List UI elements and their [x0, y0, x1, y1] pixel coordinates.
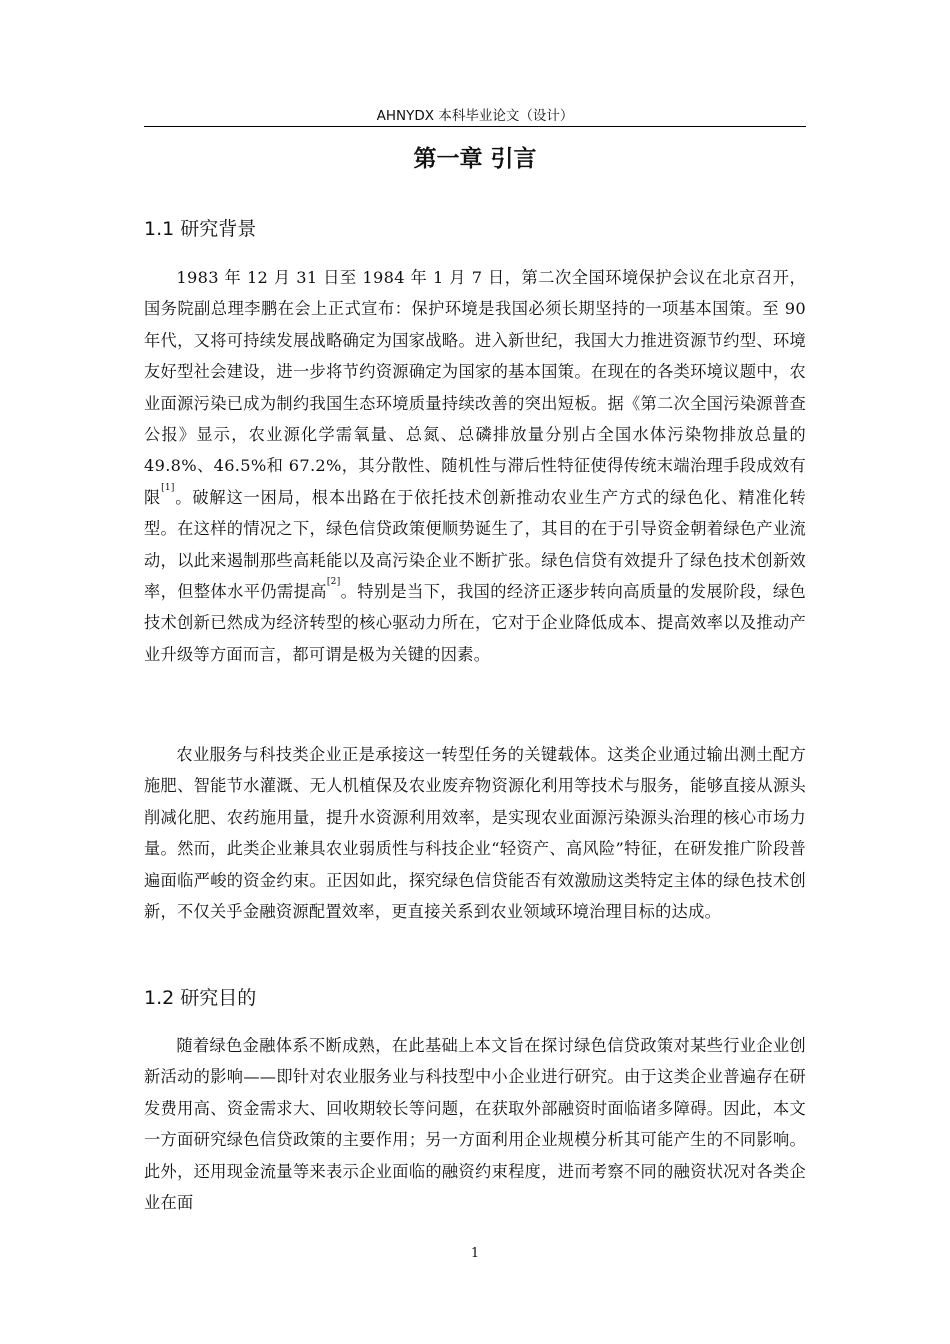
paragraph-text: 。特别是当下，我国的经济正逐步转向高质量的发展阶段，绿色技术创新已然成为经济转型的核心驱动力所在，它对于企业降低成本、提高效率以及推动产业升级等方面而言，都可谓是极为关键的因素。: [144, 582, 806, 664]
paragraph-text: 。破解这一困局，根本出路在于依托技术创新推动农业生产方式的绿色化、精准化转型。在这样的情况之下，绿色信贷政策便顺势诞生了，其目的在于引导资金朝着绿色产业流动，以此来遏制那些高耗能以及高污染企业不断扩张。绿色信贷有效提升了绿色技术创新效率，但整体水平仍需提高: [144, 487, 806, 602]
paragraph-background-2: [144, 739, 806, 927]
running-header: AHNYDX 本科毕业论文（设计）: [376, 108, 574, 124]
chapter-title: 第一章 引言: [413, 146, 537, 172]
paragraph-objective-1: [144, 1030, 806, 1218]
paragraph-text: 农业服务与科技类企业正是承接这一转型任务的关键载体。这类企业通过输出测土配方施肥、智能节水灌溉、无人机植保及农业废弃物资源化利用等技术与服务，能够直接从源头削减化肥、农药施用量，提升水资源利用效率，是实现农业面源污染源头治理的核心市场力量。然而，此类企业兼具农业弱质性与科技企业“轻资产、高风险”特征，在研发推广阶段普遍面临严峻的资金约束。正因如此，探究绿色信贷能否有效激励这类特定主体的绿色技术创新，不仅关乎金融资源配置效率，更直接关系到农业领域环境治理目标的达成。: [144, 745, 806, 922]
section-heading-objective: 1.2 研究目的: [144, 987, 257, 1009]
citation-ref-1[interactable]: [1]: [161, 482, 175, 493]
section-heading-background: 1.1 研究背景: [144, 218, 257, 240]
paragraph-text: 1983 年 12 月 31 日至 1984 年 1 月 7 日，第二次全国环境保护会议在北京召开，国务院副总理李鹏在会上正式宣布：保护环境是我国必须长期坚持的一项基本国策。至 90 年代，又将可持续发展战略确定为国家战略。进入新世纪，我国大力推进资源节约型、环境友好型社会建设，进一步将节约资源确定为国家的基本国策。在现在的各类环境议题中，农业面源污染已成为制约我国生态环境质量持续改善的突出短板。据《第二次全国污染源普查公报》显示，农业源化学需氧量、总氮、总磷排放量分别占全国水体污染物排放总量的 49.8%、46.5%和 67.2%，其分散性、随机性与滞后性特征使得传统末端治理手段成效有限: [144, 268, 806, 507]
page-number: 1: [470, 1246, 480, 1261]
paragraph-background-1: [144, 262, 806, 670]
paragraph-text: 随着绿色金融体系不断成熟，在此基础上本文旨在探讨绿色信贷政策对某些行业企业创新活动的影响——即针对农业服务业与科技型中小企业进行研究。由于这类企业普遍存在研发费用高、资金需求大、回收期较长等问题，在获取外部融资时面临诸多障碍。因此，本文一方面研究绿色信贷政策的主要作用；另一方面利用企业规模分析其可能产生的不同影响。此外，还用现金流量等来表示企业面临的融资约束程度，进而考察不同的融资状况对各类企业在面: [144, 1036, 806, 1213]
citation-ref-2[interactable]: [2]: [326, 577, 341, 588]
header-divider: [144, 126, 806, 127]
